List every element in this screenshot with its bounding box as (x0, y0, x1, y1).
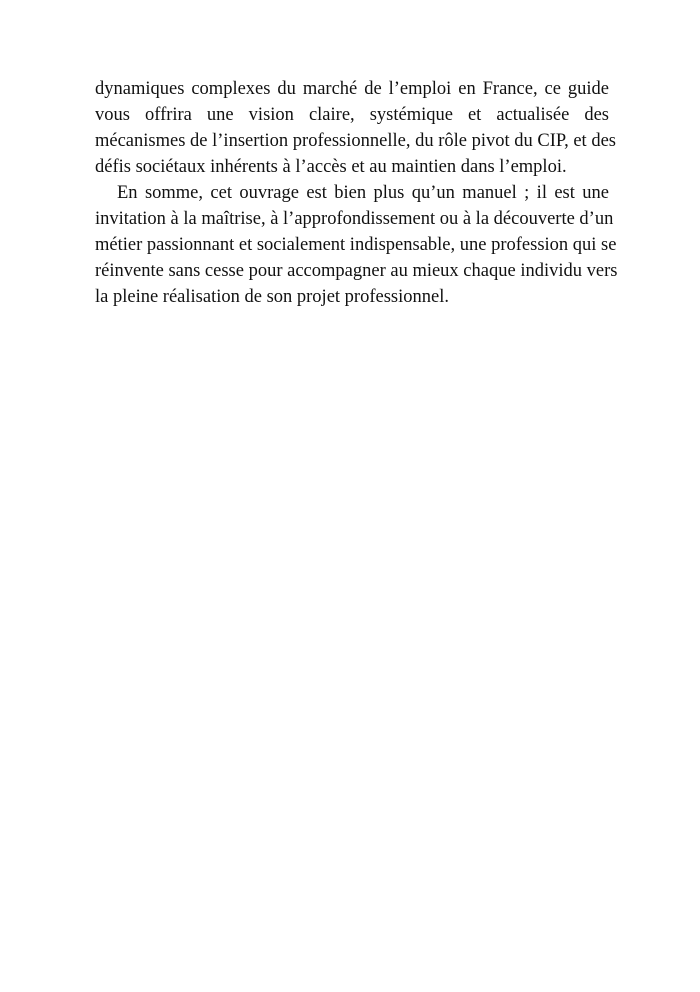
text-line: réinvente sans cesse pour accompagner au mieux chaque individu vers (95, 261, 618, 281)
body-text (95, 76, 618, 310)
text-line: dynamiques complexes du marché de l’emploi en France, ce guide (95, 79, 609, 99)
text-line: En somme, cet ouvrage est bien plus qu’un manuel ; il est une (117, 183, 609, 203)
text-line: métier passionnant et socialement indispensable, une profession qui se (95, 235, 617, 255)
text-line: invitation à la maîtrise, à l’approfondissement ou à la découverte d’un (95, 209, 614, 229)
paragraph-1 (95, 76, 616, 180)
text-line: la pleine réalisation de son projet professionnel. (95, 287, 449, 307)
text-line: vous offrira une vision claire, systémique et actualisée des (95, 105, 609, 125)
paragraph-2 (95, 180, 618, 310)
text-line: mécanismes de l’insertion professionnelle, du rôle pivot du CIP, et des (95, 131, 616, 151)
text-line: défis sociétaux inhérents à l’accès et au maintien dans l’emploi. (95, 157, 567, 177)
